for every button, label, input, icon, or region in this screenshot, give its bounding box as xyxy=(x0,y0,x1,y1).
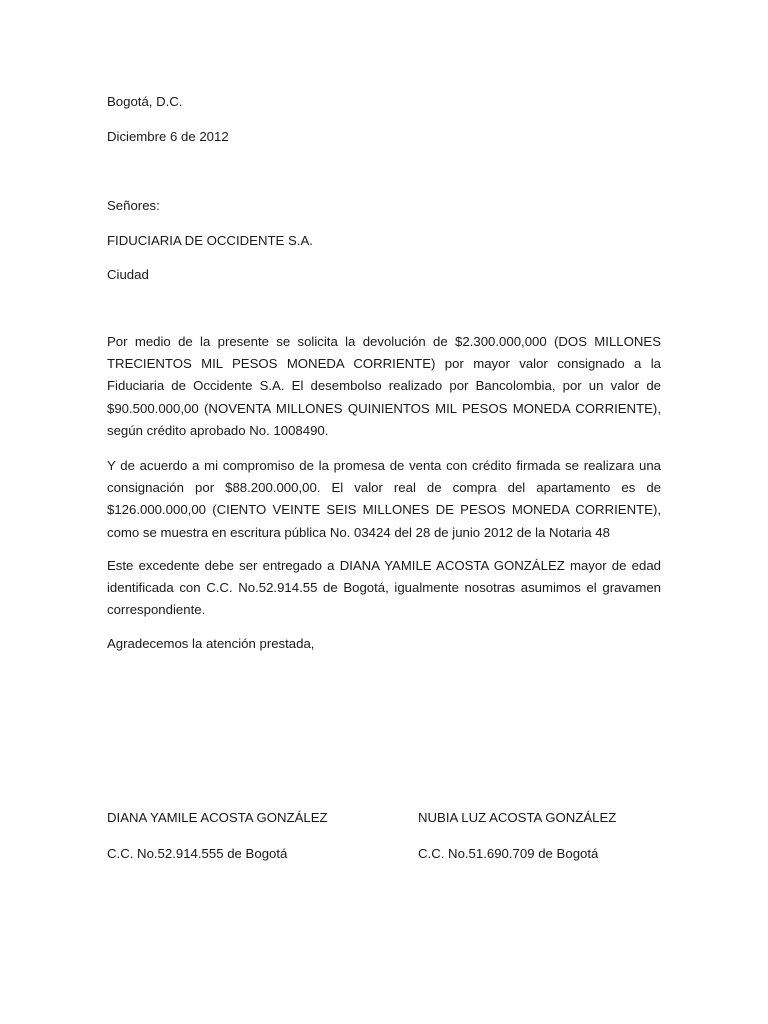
body-paragraph-1: Por medio de la presente se solicita la devolución de $2.300.000,000 (DOS MILLONES TRECIENTOS MIL PESOS MONEDA CORRIENTE) por mayor valor consignado a la Fiduciaria de Occidente S.A. El desembolso realizado por Bancolombia, por un valor de $90.500.000,00 (NOVENTA MILLONES QUINIENTOS MIL PESOS MONEDA CORRIENTE), según crédito aprobado No. 1008490. xyxy=(107,334,661,438)
recipient-city: Ciudad xyxy=(107,267,149,282)
letter-date: Diciembre 6 de 2012 xyxy=(107,129,229,144)
signatory-id: C.C. No.51.690.709 de Bogotá xyxy=(418,846,599,861)
signatory-name: DIANA YAMILE ACOSTA GONZÁLEZ xyxy=(107,810,328,825)
body-paragraph-2: Y de acuerdo a mi compromiso de la promesa de venta con crédito firmada se realizara una consignación por $88.200.000,00. El valor real de compra del apartamento es de $126.000.000,00 (CIENTO VEINTE SEIS MILLONES DE PESOS MONEDA CORRIENTE), como se muestra en escritura pública No. 03424 del 28 de junio 2012 de la Notaria 48 xyxy=(107,458,661,540)
body-paragraph-3: Este excedente debe ser entregado a DIANA YAMILE ACOSTA GONZÁLEZ mayor de edad identificada con C.C. No.52.914.55 de Bogotá, igualmente nosotras asumimos el gravamen correspondiente. xyxy=(107,558,661,618)
closing-line: Agradecemos la atención prestada, xyxy=(107,636,315,651)
salutation: Señores: xyxy=(107,198,160,213)
signatory-name: NUBIA LUZ ACOSTA GONZÁLEZ xyxy=(418,810,617,825)
letter-city: Bogotá, D.C. xyxy=(107,94,183,109)
signatory-id: C.C. No.52.914.555 de Bogotá xyxy=(107,846,288,861)
recipient-company: FIDUCIARIA DE OCCIDENTE S.A. xyxy=(107,233,313,248)
